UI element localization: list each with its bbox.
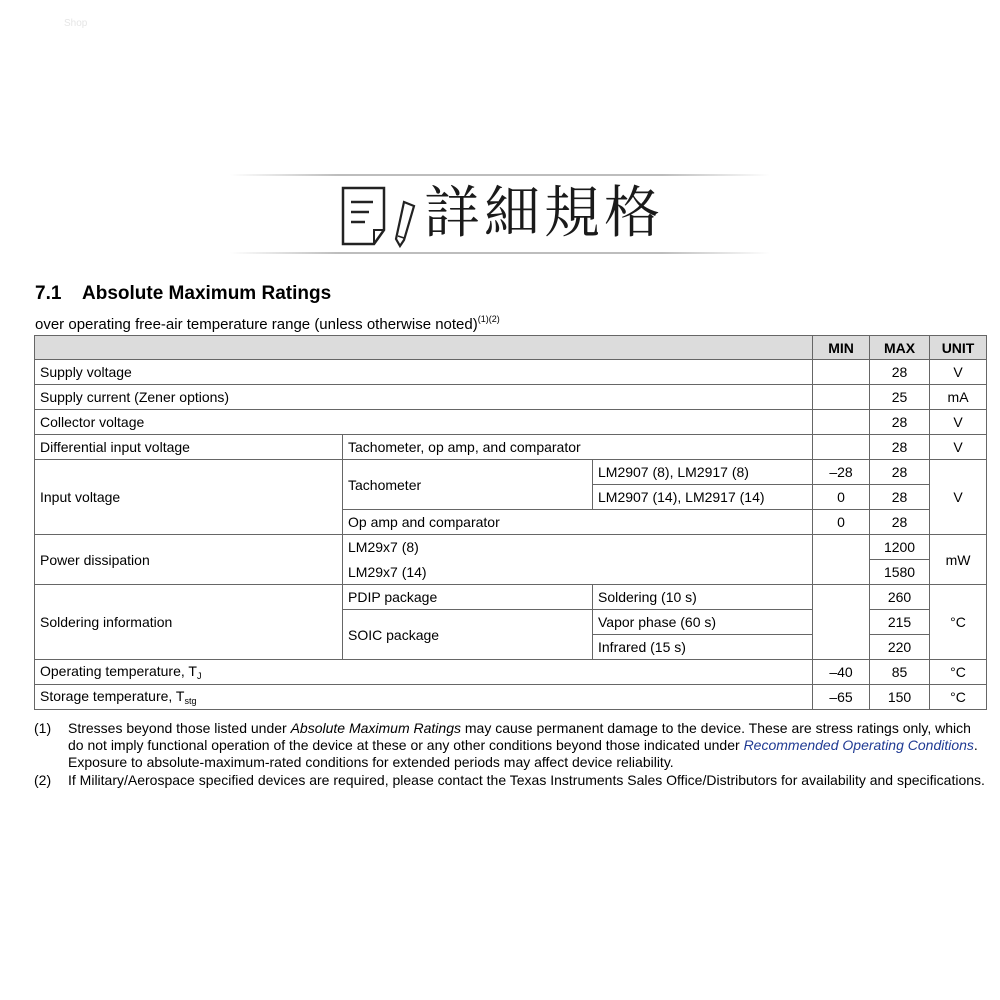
banner-top-rule (230, 174, 770, 176)
footnote-text (68, 720, 990, 772)
condition-cell: LM29x7 (14) (343, 560, 813, 585)
header-max: MAX (870, 336, 930, 360)
unit-cell: V (930, 360, 987, 385)
header-unit: UNIT (930, 336, 987, 360)
footnote-1 (34, 720, 990, 772)
param-soldering-information: Soldering information (35, 585, 343, 660)
param-label: Operating temperature, T (40, 663, 197, 679)
section-title: Absolute Maximum Ratings (82, 283, 332, 304)
param-collector-voltage: Collector voltage (35, 410, 813, 435)
param-input-voltage: Input voltage (35, 460, 343, 535)
min-cell (813, 435, 870, 460)
param-subscript: stg (184, 696, 197, 706)
condition-tachometer: Tachometer (343, 460, 593, 510)
min-cell (813, 410, 870, 435)
condition-cell: Vapor phase (60 s) (593, 610, 813, 635)
min-cell (813, 635, 870, 660)
condition-cell: Op amp and comparator (343, 510, 813, 535)
table-row (35, 585, 987, 610)
unit-cell: °C (930, 585, 987, 660)
condition-pdip-package: PDIP package (343, 585, 593, 610)
document-pen-icon (340, 184, 422, 248)
max-cell: 28 (870, 485, 930, 510)
footnote-text-part: may cause permanent damage to the device. These are stress ratings only, which do not imply functional operation of the device at these or any other conditions beyond those indicated under (68, 720, 971, 754)
max-cell: 1580 (870, 560, 930, 585)
footnote-2 (34, 772, 990, 789)
footnote-number: (2) (34, 771, 52, 788)
section-heading (35, 283, 331, 305)
condition-cell: Infrared (15 s) (593, 635, 813, 660)
footnote-text-part: . Exposure to absolute-maximum-rated conditions for extended periods may affect device reliability. (68, 737, 978, 771)
unit-cell: °C (930, 685, 987, 710)
absolute-max-ratings-table (34, 335, 987, 710)
param-subscript: J (196, 671, 202, 681)
table-row (35, 685, 987, 710)
condition-soic-package: SOIC package (343, 610, 593, 660)
footnote-number: (1) (34, 720, 52, 736)
min-cell (813, 610, 870, 635)
unit-cell: mA (930, 385, 987, 410)
banner-title: 詳細規格 (424, 181, 664, 246)
table-row (35, 660, 987, 685)
max-cell: 260 (870, 585, 930, 610)
header-min: MIN (813, 336, 870, 360)
unit-cell: mW (930, 535, 987, 585)
min-cell (813, 560, 870, 585)
min-cell (813, 535, 870, 560)
table-row (35, 460, 987, 485)
param-power-dissipation: Power dissipation (35, 535, 343, 585)
footnote-italic-ref: Absolute Maximum Ratings (290, 720, 461, 736)
min-cell (813, 385, 870, 410)
min-cell: –28 (813, 460, 870, 485)
unit-cell: V (930, 410, 987, 435)
condition-cell: LM29x7 (8) (343, 535, 813, 560)
min-cell (813, 585, 870, 610)
max-cell: 1200 (870, 535, 930, 560)
param-differential-input-voltage: Differential input voltage (35, 435, 343, 460)
table-row (35, 410, 987, 435)
unit-cell: °C (930, 660, 987, 685)
footnote-refs: (1)(2) (477, 314, 500, 324)
condition-cell: LM2907 (14), LM2917 (14) (593, 485, 813, 510)
max-cell: 85 (870, 660, 930, 685)
max-cell: 28 (870, 460, 930, 485)
unit-cell: V (930, 460, 987, 535)
unit-cell: V (930, 435, 987, 460)
max-cell: 150 (870, 685, 930, 710)
condition-cell: Soldering (10 s) (593, 585, 813, 610)
min-cell (813, 360, 870, 385)
banner-bottom-rule (230, 252, 770, 254)
recommended-operating-conditions-link[interactable]: Recommended Operating Conditions (743, 737, 974, 754)
param-label: Storage temperature, T (40, 688, 185, 704)
spec-banner (0, 168, 1000, 260)
param-operating-temperature (35, 660, 813, 685)
footnote-text: If Military/Aerospace specified devices are required, please contact the Texas Instruments Sales Office/Distributors for availability and specifications. (68, 771, 985, 788)
param-storage-temperature (35, 685, 813, 710)
param-supply-current: Supply current (Zener options) (35, 385, 813, 410)
param-supply-voltage: Supply voltage (35, 360, 813, 385)
min-cell: 0 (813, 485, 870, 510)
condition-cell: LM2907 (8), LM2917 (8) (593, 460, 813, 485)
table-row (35, 360, 987, 385)
table-row (35, 435, 987, 460)
table-header-row (35, 336, 987, 360)
min-cell: –40 (813, 660, 870, 685)
max-cell: 25 (870, 385, 930, 410)
footnotes (34, 720, 990, 789)
min-cell: –65 (813, 685, 870, 710)
section-number: 7.1 (35, 283, 62, 304)
watermark-text: Shop (64, 18, 88, 29)
table-row (35, 385, 987, 410)
max-cell: 28 (870, 510, 930, 535)
max-cell: 28 (870, 360, 930, 385)
condition-cell: Tachometer, op amp, and comparator (343, 435, 813, 460)
min-cell: 0 (813, 510, 870, 535)
max-cell: 28 (870, 435, 930, 460)
header-param-cell (35, 336, 813, 360)
footnote-text-part: Stresses beyond those listed under (68, 720, 291, 736)
max-cell: 215 (870, 610, 930, 635)
section-subtitle (35, 314, 500, 333)
section-subtitle-text: over operating free-air temperature range (unless otherwise noted) (35, 316, 478, 333)
max-cell: 28 (870, 410, 930, 435)
max-cell: 220 (870, 635, 930, 660)
table-row (35, 535, 987, 560)
